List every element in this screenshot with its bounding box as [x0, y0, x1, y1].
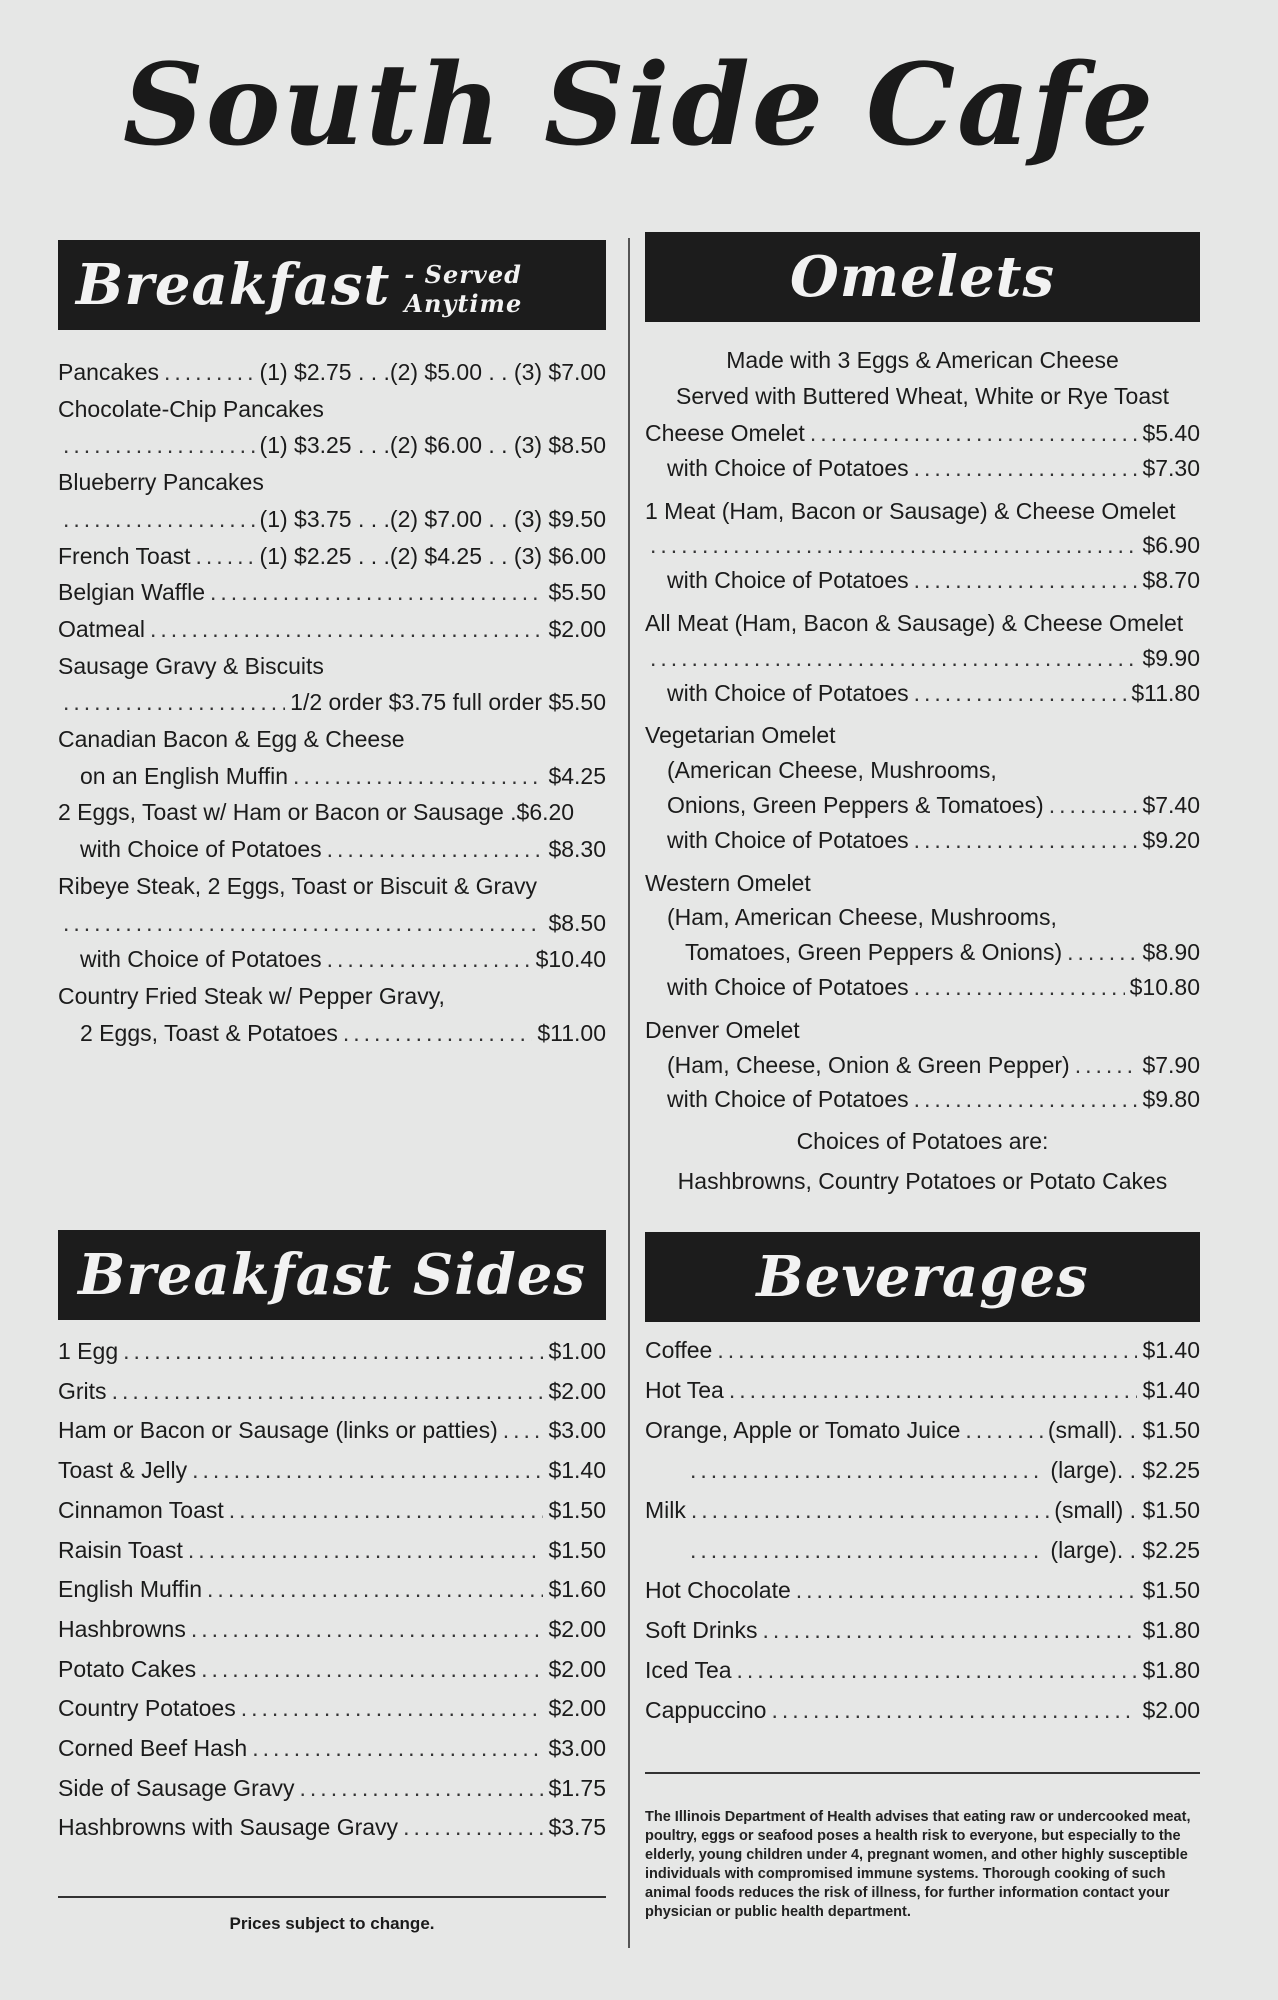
item-name: Iced Tea — [645, 1657, 732, 1683]
dot-leader — [63, 501, 255, 538]
item-name: All Meat (Ham, Bacon & Sausage) & Cheese Omelet — [645, 609, 1184, 636]
dot-leader — [503, 1411, 544, 1451]
menu-line — [58, 574, 606, 611]
menu-line — [645, 1013, 1200, 1048]
menu-line — [58, 1332, 606, 1372]
dot-leader — [810, 416, 1138, 451]
sides-rule — [58, 1896, 606, 1898]
dot-leader — [123, 1332, 543, 1372]
menu-line — [58, 1610, 606, 1650]
menu-line — [645, 563, 1200, 598]
menu-line — [58, 464, 606, 501]
beverages-list — [645, 1330, 1200, 1730]
item-price: $2.00 — [548, 1377, 606, 1404]
item-price: $1.50 — [548, 1536, 606, 1563]
dot-leader — [196, 538, 255, 575]
column-divider — [628, 238, 630, 1948]
dot-leader — [112, 1372, 544, 1412]
dot-leader — [63, 905, 543, 942]
omelets-list — [645, 416, 1200, 1117]
dot-leader — [343, 1015, 533, 1052]
sides-list — [58, 1332, 606, 1848]
dot-leader — [150, 611, 544, 648]
menu-line — [645, 1610, 1200, 1650]
item-name: Hashbrowns — [58, 1615, 186, 1642]
menu-line — [645, 753, 1200, 788]
item-price: (large). . $2.25 — [1050, 1537, 1200, 1563]
item-price: $1.60 — [548, 1576, 606, 1603]
dot-leader — [201, 1650, 543, 1690]
item-name: Potato Cakes — [58, 1655, 197, 1682]
item-name: Coffee — [645, 1337, 713, 1363]
item-price: $3.00 — [548, 1735, 606, 1762]
dot-leader — [191, 1610, 544, 1650]
item-price: $11.80 — [1131, 679, 1200, 706]
menu-line — [58, 941, 606, 978]
dot-leader — [650, 641, 1137, 676]
item-price: (1) $2.25 . . .(2) $4.25 . . (3) $6.00 — [259, 542, 606, 569]
menu-line — [58, 1769, 606, 1809]
menu-line — [645, 1370, 1200, 1410]
item-name: 1 Egg — [58, 1338, 119, 1364]
item-price: (1) $2.75 . . .(2) $5.00 . . (3) $7.00 — [259, 359, 606, 385]
item-price: $7.40 — [1142, 791, 1200, 818]
sides-heading: Breakfast Sides — [78, 1242, 586, 1308]
item-price: $11.00 — [537, 1019, 606, 1046]
item-name: Western Omelet — [645, 869, 811, 896]
menu-line — [58, 1650, 606, 1690]
dot-leader — [914, 563, 1138, 598]
menu-line — [645, 1082, 1200, 1117]
item-name: with Choice of Potatoes — [667, 679, 909, 706]
item-name: 2 Eggs, Toast & Potatoes — [80, 1019, 338, 1046]
item-name: Pancakes — [58, 359, 160, 385]
dot-leader — [965, 1410, 1043, 1450]
item-price: $8.70 — [1142, 567, 1200, 594]
menu-line — [645, 606, 1200, 641]
item-price: (large). . $2.25 — [1050, 1457, 1200, 1483]
menu-line — [58, 538, 606, 575]
item-name: with Choice of Potatoes — [667, 567, 909, 594]
item-name: 1 Meat (Ham, Bacon or Sausage) & Cheese Omelet — [645, 497, 1176, 524]
item-price: $10.40 — [535, 946, 606, 973]
dot-leader — [729, 1370, 1138, 1410]
item-name: Ribeye Steak, 2 Eggs, Toast or Biscuit & Gravy — [58, 872, 537, 899]
menu-line — [58, 1689, 606, 1729]
omelets-heading: Omelets — [790, 244, 1055, 310]
menu-line — [645, 788, 1200, 823]
item-price: $1.50 — [1142, 1577, 1200, 1603]
dot-leader — [164, 354, 255, 391]
item-price: $9.90 — [1142, 644, 1200, 671]
prices-note: Prices subject to change. — [229, 1914, 435, 1934]
item-name: Belgian Waffle — [58, 579, 206, 606]
item-name: Denver Omelet — [645, 1016, 800, 1043]
dot-leader — [737, 1650, 1138, 1690]
item-name: Onions, Green Peppers & Tomatoes) — [667, 791, 1044, 818]
item-name: Country Potatoes — [58, 1695, 236, 1722]
menu-line — [58, 611, 606, 648]
menu-line — [645, 1530, 1200, 1570]
item-name: (Ham, American Cheese, Mushrooms, — [667, 904, 1057, 931]
item-name: Orange, Apple or Tomato Juice — [645, 1417, 961, 1443]
item-name: (Ham, Cheese, Onion & Green Pepper) — [667, 1051, 1070, 1078]
item-name: with Choice of Potatoes — [80, 946, 322, 973]
menu-line — [58, 1570, 606, 1610]
beverages-rule — [645, 1772, 1200, 1774]
dot-leader — [188, 1531, 544, 1571]
item-name: Side of Sausage Gravy — [58, 1774, 295, 1801]
item-price: $1.50 — [548, 1496, 606, 1523]
menu-line — [58, 427, 606, 464]
dot-leader — [1067, 935, 1137, 970]
item-name: Blueberry Pancakes — [58, 469, 264, 496]
menu-line — [645, 416, 1200, 451]
dot-leader — [327, 941, 531, 978]
item-price: $2.00 — [548, 1615, 606, 1642]
dot-leader — [914, 823, 1138, 858]
health-disclaimer: The Illinois Department of Health advises that eating raw or undercooked meat, poultry, eggs or seafood poses a health risk to everyone, but especially to the elderly, young children under 4, pregnant women, and other highly susceptible individuals with compromised immune systems. Thorough cooking of such animal foods reduces the risk of illness, for further information contact your physician or public health department. — [645, 1809, 1191, 1920]
item-name: Cheese Omelet — [645, 420, 805, 446]
item-price: $1.40 — [1142, 1337, 1200, 1363]
item-price: $7.90 — [1142, 1051, 1200, 1078]
item-name: Hot Tea — [645, 1377, 724, 1403]
item-name: with Choice of Potatoes — [667, 826, 909, 853]
dot-leader — [914, 451, 1138, 486]
item-price: $10.80 — [1129, 973, 1200, 1000]
breakfast-heading-band — [58, 240, 606, 330]
item-price: $2.00 — [548, 615, 606, 642]
item-price: (1) $3.75 . . .(2) $7.00 . . (3) $9.50 — [259, 505, 606, 532]
menu-line — [645, 970, 1200, 1005]
item-price: (1) $3.25 . . .(2) $6.00 . . (3) $8.50 — [259, 432, 606, 459]
dot-leader — [63, 427, 255, 464]
menu-line — [58, 1451, 606, 1491]
item-price: $3.00 — [548, 1417, 606, 1444]
breakfast-list — [58, 354, 606, 1051]
item-name: Tomatoes, Green Peppers & Onions) — [685, 939, 1063, 966]
menu-line — [58, 831, 606, 868]
item-name: with Choice of Potatoes — [667, 454, 909, 481]
page-title: South Side Cafe — [122, 40, 1156, 171]
omelets-heading-band — [645, 232, 1200, 322]
item-price: $1.80 — [1142, 1617, 1200, 1643]
menu-line — [645, 1690, 1200, 1730]
sides-heading-band — [58, 1230, 606, 1320]
menu-line — [645, 1450, 1200, 1490]
item-name: Toast & Jelly — [58, 1457, 188, 1484]
dot-leader — [650, 528, 1137, 563]
menu-line — [58, 905, 606, 942]
menu-line — [58, 721, 606, 758]
item-name: with Choice of Potatoes — [667, 973, 909, 1000]
item-price: $1.80 — [1142, 1657, 1200, 1683]
item-price: $9.80 — [1142, 1086, 1200, 1113]
item-price: $5.40 — [1142, 420, 1200, 446]
dot-leader — [771, 1690, 1137, 1730]
menu-line — [58, 1411, 606, 1451]
breakfast-section — [58, 240, 606, 1051]
dot-leader — [207, 1570, 543, 1610]
menu-line — [58, 1491, 606, 1531]
omelets-intro-1: Made with 3 Eggs & American Cheese — [726, 347, 1119, 373]
item-name: Hot Chocolate — [645, 1577, 791, 1603]
item-name: Oatmeal — [58, 615, 145, 642]
beverages-heading-band — [645, 1232, 1200, 1322]
dot-leader — [327, 831, 544, 868]
dot-leader — [914, 970, 1125, 1005]
dot-leader — [690, 1450, 1045, 1490]
item-price: (small) . $1.50 — [1054, 1497, 1200, 1523]
dot-leader — [690, 1530, 1045, 1570]
dot-leader — [717, 1330, 1137, 1370]
omelets-section — [645, 232, 1200, 1199]
item-price: $9.20 — [1142, 826, 1200, 853]
item-name: Country Fried Steak w/ Pepper Gravy, — [58, 982, 445, 1009]
dot-leader — [210, 574, 543, 611]
item-name: Cinnamon Toast — [58, 1496, 224, 1523]
item-price: $7.30 — [1142, 454, 1200, 481]
menu-line — [58, 1531, 606, 1571]
menu-line — [645, 935, 1200, 970]
item-price: $1.40 — [548, 1457, 606, 1484]
menu-line — [58, 868, 606, 905]
item-name: Sausage Gravy & Biscuits — [58, 652, 324, 679]
menu-line — [645, 866, 1200, 901]
item-price: $6.90 — [1142, 532, 1200, 559]
menu-line — [645, 1650, 1200, 1690]
breakfast-heading: Breakfast — [76, 252, 391, 318]
menu-line — [645, 1330, 1200, 1370]
menu-line — [58, 758, 606, 795]
item-name: Cappuccino — [645, 1697, 767, 1723]
item-name: (American Cheese, Mushrooms, — [667, 757, 997, 784]
sides-section — [58, 1230, 606, 1934]
item-price: $8.30 — [548, 836, 606, 863]
menu-line — [58, 391, 606, 428]
menu-line — [58, 1808, 606, 1848]
menu-line — [645, 494, 1200, 529]
item-name: Grits — [58, 1377, 107, 1404]
item-price: $1.00 — [548, 1338, 606, 1364]
menu-line — [645, 718, 1200, 753]
item-price: $3.75 — [548, 1814, 606, 1841]
menu-line — [645, 1410, 1200, 1450]
menu-line — [58, 1729, 606, 1769]
dot-leader — [252, 1729, 543, 1769]
menu-line — [58, 1372, 606, 1412]
beverages-heading: Beverages — [756, 1244, 1089, 1310]
dot-leader — [192, 1451, 543, 1491]
breakfast-subheading: - Served Anytime — [404, 260, 523, 318]
dot-leader — [796, 1570, 1138, 1610]
menu-line — [58, 684, 606, 721]
item-price: $2.00 — [1142, 1697, 1200, 1723]
item-name: with Choice of Potatoes — [667, 1086, 909, 1113]
item-name: Raisin Toast — [58, 1536, 183, 1563]
menu-line — [645, 641, 1200, 676]
item-price: $8.90 — [1142, 939, 1200, 966]
item-name: Chocolate-Chip Pancakes — [58, 395, 324, 422]
menu-line — [645, 528, 1200, 563]
item-price: $2.00 — [548, 1695, 606, 1722]
menu-line — [645, 823, 1200, 858]
menu-line — [58, 648, 606, 685]
menu-line — [645, 1570, 1200, 1610]
dot-leader — [914, 676, 1127, 711]
item-name: 2 Eggs, Toast w/ Ham or Bacon or Sausage .$6.20 — [58, 799, 575, 826]
menu-line — [58, 978, 606, 1015]
menu-line — [645, 676, 1200, 711]
item-name: Hashbrowns with Sausage Gravy — [58, 1814, 399, 1841]
item-price: $8.50 — [548, 909, 606, 936]
menu-line — [58, 1015, 606, 1052]
item-name: Vegetarian Omelet — [645, 722, 836, 749]
dot-leader — [1049, 788, 1138, 823]
item-price: (small). . $1.50 — [1047, 1417, 1200, 1443]
item-name: Soft Drinks — [645, 1617, 758, 1643]
dot-leader — [1075, 1048, 1138, 1083]
dot-leader — [241, 1689, 544, 1729]
item-name: on an English Muffin — [80, 762, 288, 789]
menu-line — [58, 794, 606, 831]
dot-leader — [300, 1769, 544, 1809]
menu-line — [645, 451, 1200, 486]
item-name: Milk — [645, 1497, 686, 1523]
item-name: Corned Beef Hash — [58, 1735, 248, 1762]
item-name: Canadian Bacon & Egg & Cheese — [58, 726, 405, 753]
menu-line — [58, 501, 606, 538]
omelets-intro-2: Served with Buttered Wheat, White or Rye Toast — [675, 383, 1170, 409]
dot-leader — [63, 684, 285, 721]
dot-leader — [293, 758, 543, 795]
item-name: English Muffin — [58, 1576, 203, 1603]
item-price: $4.25 — [548, 762, 606, 789]
item-price: $1.40 — [1142, 1377, 1200, 1403]
potatoes-list: Hashbrowns, Country Potatoes or Potato Cakes — [677, 1168, 1168, 1195]
item-price: $1.75 — [548, 1774, 606, 1801]
item-price: 1/2 order $3.75 full order $5.50 — [290, 689, 606, 716]
item-name: with Choice of Potatoes — [80, 836, 322, 863]
dot-leader — [762, 1610, 1137, 1650]
dot-leader — [403, 1808, 543, 1848]
item-name: Ham or Bacon or Sausage (links or patties) — [58, 1417, 498, 1444]
dot-leader — [691, 1490, 1049, 1530]
potatoes-title: Choices of Potatoes are: — [796, 1128, 1049, 1155]
dot-leader — [914, 1082, 1138, 1117]
item-name: French Toast — [58, 542, 191, 569]
menu-line — [645, 1490, 1200, 1530]
menu-line — [645, 900, 1200, 935]
item-price: $2.00 — [548, 1655, 606, 1682]
dot-leader — [229, 1491, 544, 1531]
menu-line — [58, 354, 606, 391]
beverages-section — [645, 1232, 1200, 1922]
item-price: $5.50 — [548, 579, 606, 606]
menu-line — [645, 1048, 1200, 1083]
